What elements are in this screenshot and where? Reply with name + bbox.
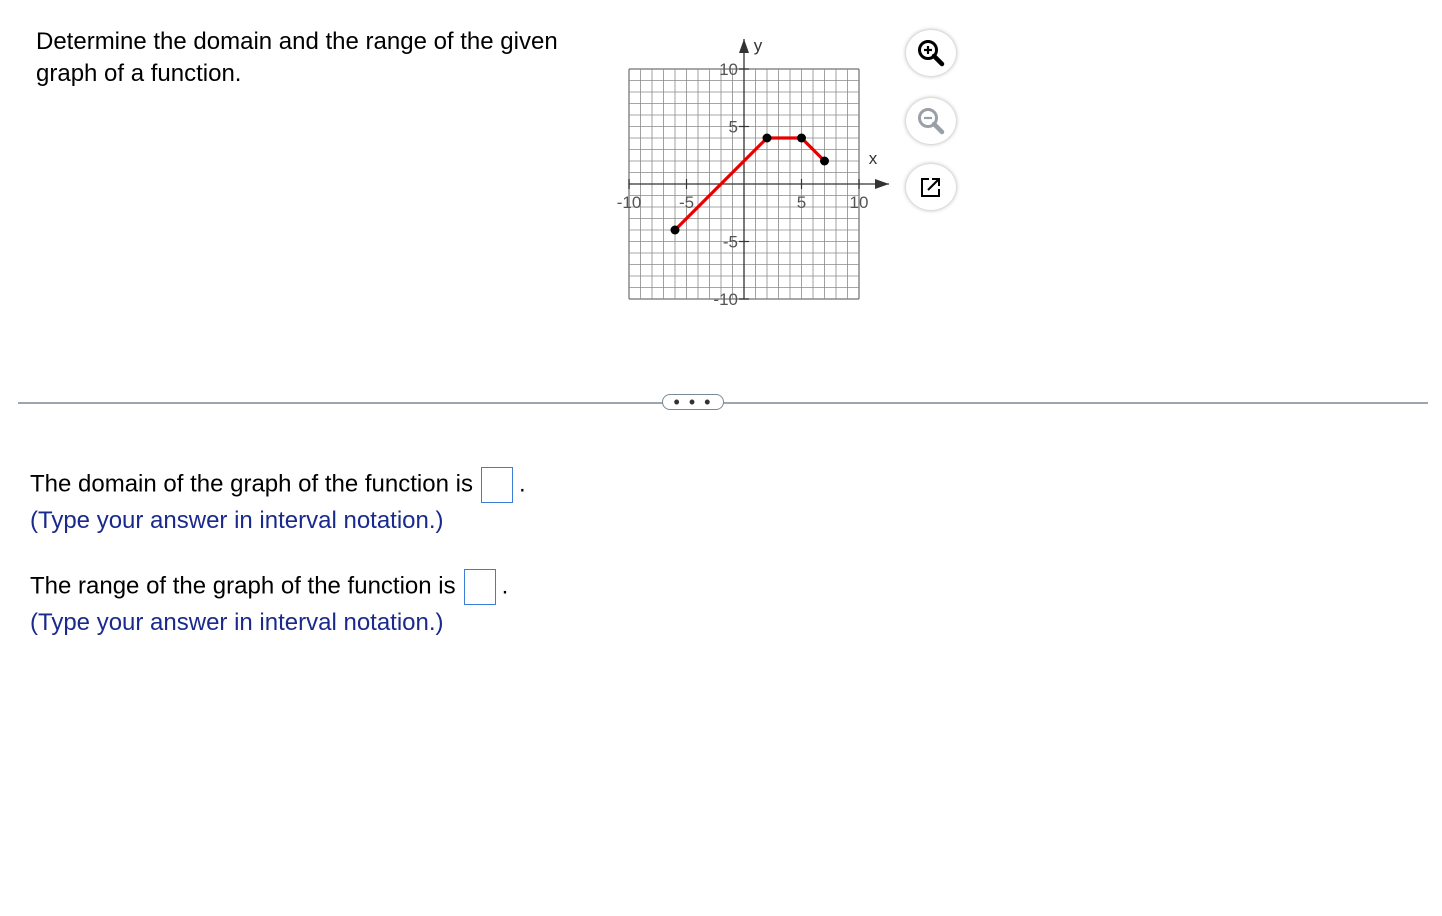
x-axis-arrow: [875, 179, 889, 189]
question-prompt: Determine the domain and the range of the given graph of a function.: [36, 28, 558, 87]
domain-answer-input[interactable]: [481, 467, 513, 503]
range-answer-input[interactable]: [464, 569, 496, 605]
range-prefix: The range of the graph of the function is: [30, 572, 456, 600]
domain-prefix: The domain of the graph of the function is: [30, 470, 473, 498]
graph-point: [820, 157, 829, 166]
domain-line: [30, 467, 526, 503]
range-line: [30, 569, 508, 605]
range-suffix: .: [501, 572, 509, 600]
y-tick-label: 5: [728, 117, 738, 137]
domain-hint: (Type your answer in interval notation.): [30, 507, 444, 534]
pop-out-button[interactable]: [906, 164, 956, 210]
zoom-in-button[interactable]: [906, 30, 956, 76]
more-button[interactable]: • • •: [662, 394, 724, 410]
range-hint: (Type your answer in interval notation.): [30, 609, 444, 636]
magnifier-plus-icon: [916, 38, 946, 68]
x-tick-label: 5: [796, 193, 807, 212]
x-axis-label: x: [868, 149, 878, 168]
x-tick-label: 10: [849, 193, 869, 212]
y-axis-label: y: [753, 36, 763, 55]
zoom-out-button[interactable]: [906, 98, 956, 144]
y-tick-label: 10: [719, 60, 738, 79]
graph-point: [671, 226, 680, 235]
y-tick-label: -10: [713, 290, 738, 309]
graph-point: [797, 134, 806, 143]
y-axis-arrow: [739, 39, 749, 53]
x-tick-label: -5: [678, 193, 695, 212]
magnifier-minus-icon: [916, 106, 946, 136]
function-graph: [600, 30, 890, 320]
graph-point: [763, 134, 772, 143]
x-tick-label: -10: [616, 193, 642, 212]
external-link-icon: [918, 174, 944, 200]
y-tick-label: -5: [722, 232, 738, 252]
domain-suffix: .: [518, 470, 526, 498]
